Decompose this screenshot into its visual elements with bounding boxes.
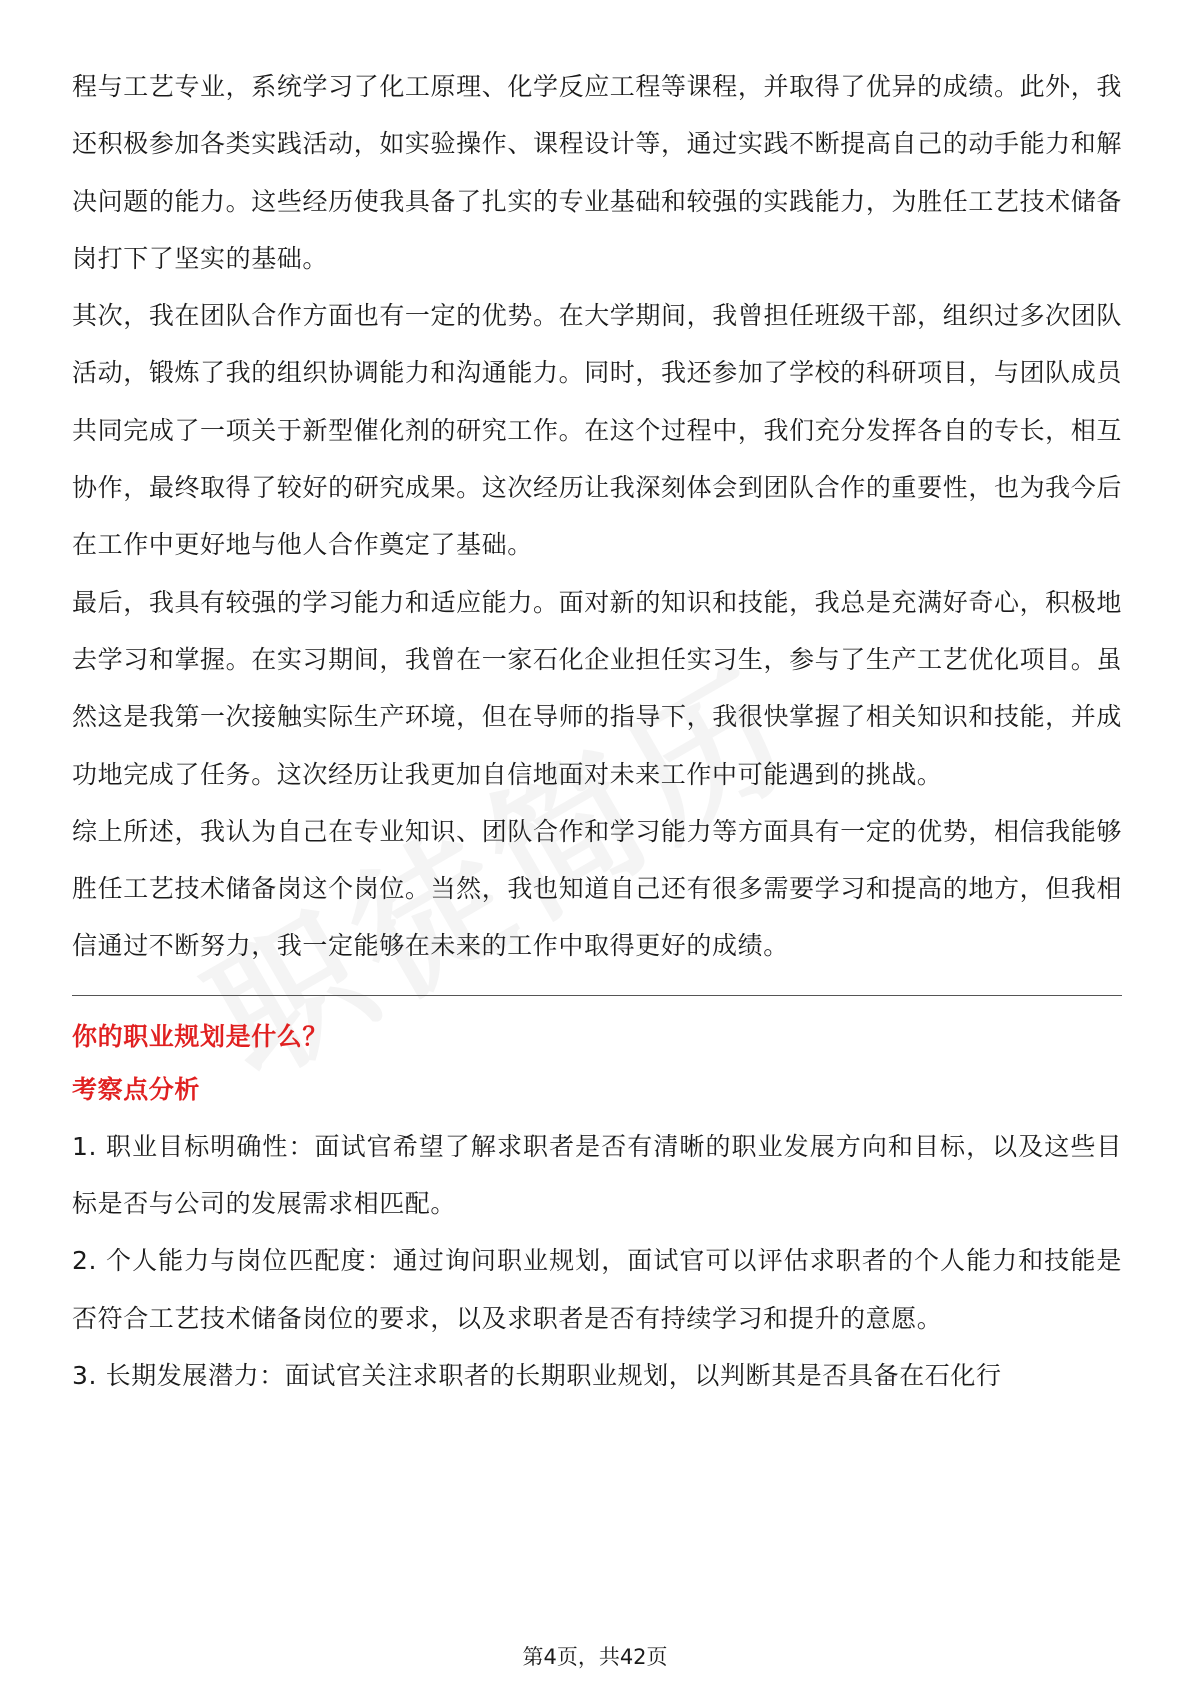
document-body [72,58,1122,1404]
analysis-item-3: 3. 长期发展潜力：面试官关注求职者的长期职业规划，以判断其是否具备在石化行 [72,1360,1002,1390]
answer-paragraph-1: 程与工艺专业，系统学习了化工原理、化学反应工程等课程，并取得了优异的成绩。此外，我还积极参加各类实践活动，如实验操作、课程设计等，通过实践不断提高自己的动手能力和解决问题的能力。这些经历使我具备了扎实的专业基础和较强的实践能力，为胜任工艺技术储备岗打下了坚实的基础。 [72,72,1122,273]
section-divider [72,995,1122,996]
analysis-heading: 考察点分析 [72,1074,201,1104]
answer-paragraph-3: 最后，我具有较强的学习能力和适应能力。面对新的知识和技能，我总是充满好奇心，积极地去学习和掌握。在实习期间，我曾在一家石化企业担任实习生，参与了生产工艺优化项目。虽然这是我第一次接触实际生产环境，但在导师的指导下，我很快掌握了相关知识和技能，并成功地完成了任务。这次经历让我更加自信地面对未来工作中可能遇到的挑战。 [72,587,1122,789]
analysis-item-1: 1. 职业目标明确性：面试官希望了解求职者是否有清晰的职业发展方向和目标，以及这些目标是否与公司的发展需求相匹配。 [72,1131,1122,1219]
page-number: 第4页，共42页 [522,1645,668,1669]
analysis-item-2: 2. 个人能力与岗位匹配度：通过询问职业规划，面试官可以评估求职者的个人能力和技能是否符合工艺技术储备岗位的要求，以及求职者是否有持续学习和提升的意愿。 [72,1246,1122,1333]
question-heading: 你的职业规划是什么？ [72,1021,329,1051]
answer-paragraph-4: 综上所述，我认为自己在专业知识、团队合作和学习能力等方面具有一定的优势，相信我能够胜任工艺技术储备岗这个岗位。当然，我也知道自己还有很多需要学习和提高的地方，但我相信通过不断努力，我一定能够在未来的工作中取得更好的成绩。 [72,816,1122,961]
answer-paragraph-2: 其次，我在团队合作方面也有一定的优势。在大学期间，我曾担任班级干部，组织过多次团队活动，锻炼了我的组织协调能力和沟通能力。同时，我还参加了学校的科研项目，与团队成员共同完成了一项关于新型催化剂的研究工作。在这个过程中，我们充分发挥各自的专长，相互协作，最终取得了较好的研究成果。这次经历让我深刻体会到团队合作的重要性，也为我今后在工作中更好地与他人合作奠定了基础。 [72,301,1122,560]
